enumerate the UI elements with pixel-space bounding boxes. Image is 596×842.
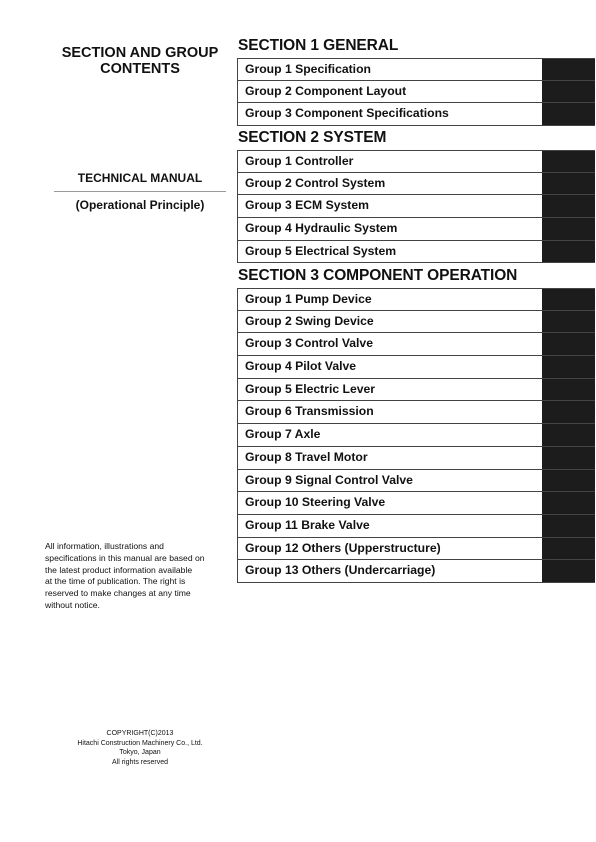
group-label: Group 12 Others (Upperstructure) [245,540,441,555]
group-row[interactable] [237,538,595,561]
group-row[interactable] [237,401,595,424]
section-3-heading: SECTION 3 COMPONENT OPERATION [238,267,518,284]
section-2-groups [237,150,595,263]
contents-title [50,45,230,77]
disclaimer-line: All information, illustrations and [45,541,164,551]
group-row[interactable] [237,150,595,173]
section-tab [542,401,595,423]
group-label: Group 10 Steering Valve [245,495,386,510]
section-tab [542,151,595,172]
group-row[interactable] [237,447,595,470]
group-row[interactable] [237,103,595,126]
manual-subtitle: (Operational Principle) [75,198,205,212]
section-tab [542,492,595,514]
section-tab [542,333,595,355]
group-label: Group 13 Others (Undercarriage) [245,563,436,578]
group-row[interactable] [237,515,595,538]
section-tab [542,218,595,240]
section-tab [542,379,595,401]
copyright-line: COPYRIGHT(C)2013 [106,730,174,737]
group-label: Group 8 Travel Motor [245,449,368,464]
section-2-heading: SECTION 2 SYSTEM [238,129,387,146]
section-1-groups [237,58,595,126]
group-row[interactable] [237,173,595,196]
group-label: Group 6 Transmission [245,404,374,419]
contents-title-line1: SECTION AND GROUP [61,45,219,61]
disclaimer-line: reserved to make changes at any time [45,588,191,599]
disclaimer-line: without notice. [45,599,100,610]
section-3-groups [237,288,595,583]
divider [54,191,226,192]
group-row[interactable] [237,218,595,241]
section-tab [542,447,595,469]
group-label: Group 3 ECM System [245,198,369,213]
group-row[interactable] [237,195,595,218]
disclaimer-line: specifications in this manual are based on [45,552,205,563]
section-tab [542,560,595,582]
group-label: Group 4 Hydraulic System [245,221,398,236]
disclaimer-line: the latest product information available [45,564,193,575]
contents-title-line2: CONTENTS [100,61,180,77]
group-label: Group 3 Component Specifications [245,106,449,121]
group-row[interactable] [237,492,595,515]
section-tab [542,538,595,560]
group-row[interactable] [237,81,595,104]
group-row[interactable] [237,58,595,81]
group-label: Group 11 Brake Valve [245,517,370,532]
group-row[interactable] [237,424,595,447]
group-label: Group 3 Control Valve [245,336,373,351]
group-row[interactable] [237,379,595,402]
group-row[interactable] [237,333,595,356]
group-row[interactable] [237,288,595,311]
group-row[interactable] [237,560,595,583]
disclaimer-line: at the time of publication. The right is [45,576,186,587]
section-1-heading: SECTION 1 GENERAL [238,37,399,54]
copyright-block [60,729,220,767]
group-label: Group 2 Control System [245,175,386,190]
section-tab [542,241,595,263]
section-tab [542,515,595,537]
group-row[interactable] [237,241,595,264]
group-row[interactable] [237,311,595,334]
copyright-line: Hitachi Construction Machinery Co., Ltd. [77,739,203,747]
group-label: Group 1 Controller [245,154,354,168]
group-row[interactable] [237,356,595,379]
group-label: Group 5 Electrical System [245,243,397,258]
group-label: Group 1 Pump Device [245,292,372,306]
copyright-line: All rights reserved [111,758,169,766]
section-tab [542,289,595,310]
group-label: Group 2 Component Layout [245,83,407,98]
section-tab [542,81,595,103]
group-label: Group 7 Axle [245,427,321,442]
section-tab [542,195,595,217]
copyright-line: Tokyo, Japan [119,749,161,756]
section-tab [542,424,595,446]
manual-title: TECHNICAL MANUAL [77,171,203,185]
section-tab [542,103,595,125]
group-label: Group 4 Pilot Valve [245,359,357,374]
section-tab [542,173,595,195]
section-tab [542,470,595,492]
disclaimer [45,541,225,612]
section-tab [542,59,595,80]
group-label: Group 5 Electric Lever [245,381,376,396]
group-label: Group 2 Swing Device [245,313,374,328]
group-row[interactable] [237,470,595,493]
group-label: Group 1 Specification [245,62,371,76]
group-label: Group 9 Signal Control Valve [245,472,413,487]
section-tab [542,356,595,378]
section-tab [542,311,595,333]
